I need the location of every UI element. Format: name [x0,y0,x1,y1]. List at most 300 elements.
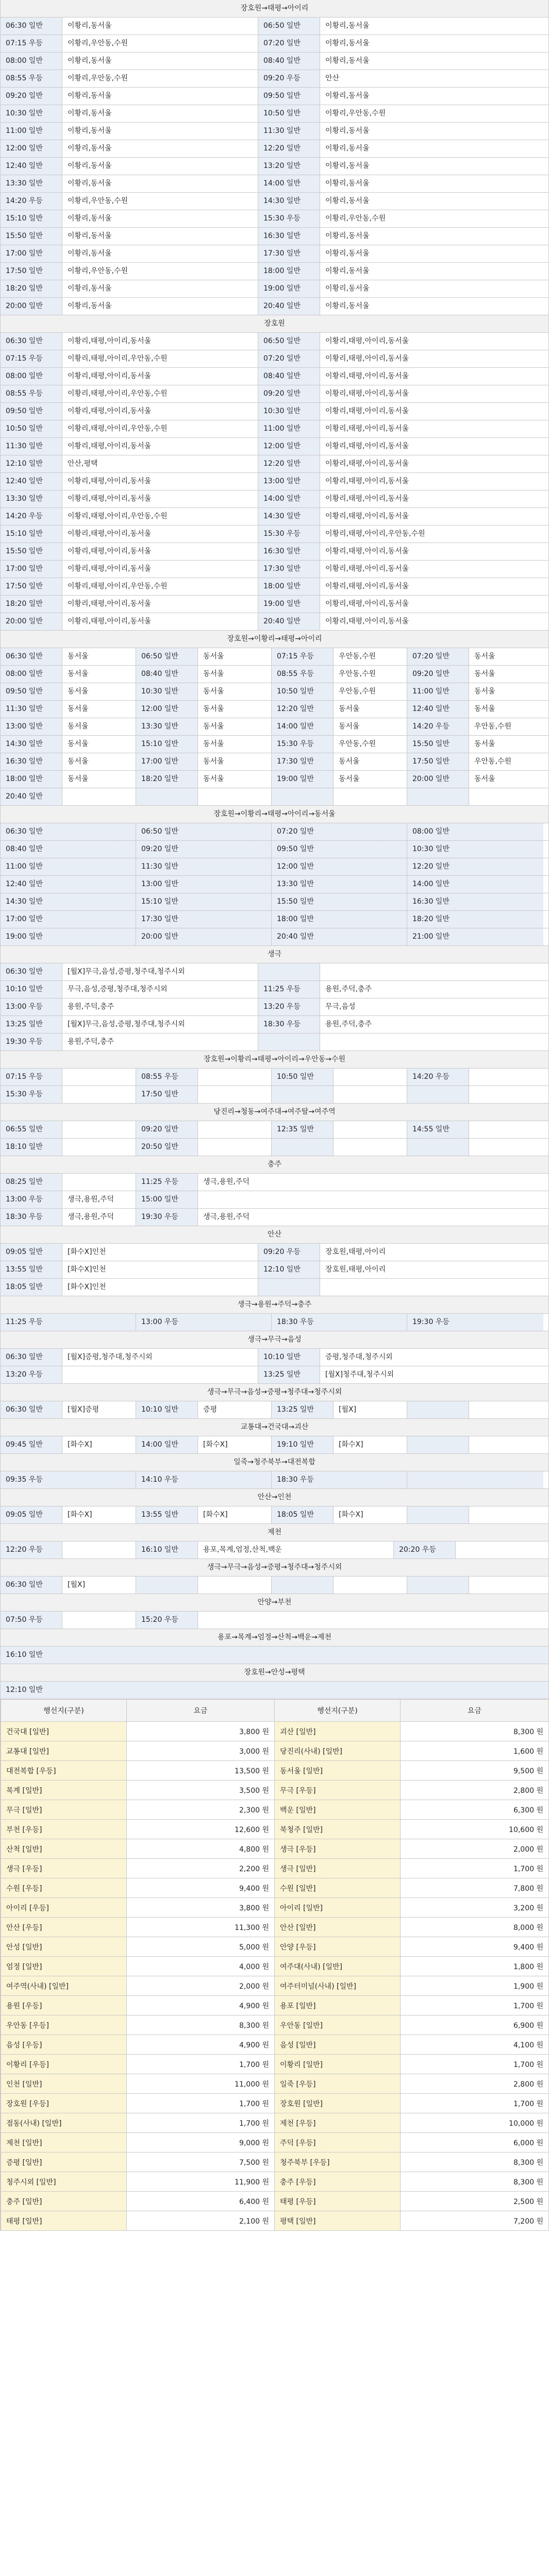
departure-time: 18:30 우등 [272,1314,407,1331]
route-stops [320,1033,519,1050]
route-stops: 이황리,동서울 [320,140,519,157]
departure-time: 17:30 일반 [136,911,272,928]
departure-time: 08:40 일반 [1,841,136,858]
departure-time: 18:20 일반 [407,911,543,928]
route-stops: 생극,용원,주덕 [62,1209,136,1226]
route-stops: 동서울 [198,771,272,788]
route-stops [469,788,543,805]
departure-time: 13:30 일반 [272,876,407,893]
fare-row [1,2113,549,2133]
fare-row [1,1722,549,1741]
schedule-row [1,1191,548,1209]
route-stops [62,1069,136,1086]
section-title: 장호원→태평→아이리 [1,0,548,18]
route-stops [62,1139,136,1156]
departure-time: 13:00 일반 [1,718,62,735]
route-stops: 장호원,태평,아이리 [320,1261,519,1278]
schedule-row [1,666,548,683]
fare-header-price: 요금 [401,1700,549,1722]
departure-time: 08:25 일반 [1,1174,62,1191]
departure-time: 18:20 일반 [136,771,198,788]
fare-price: 7,800 원 [401,1878,549,1898]
departure-time: 10:30 일반 [1,105,62,122]
departure-time: 12:10 일반 [1,455,62,472]
schedule-row [1,420,548,438]
departure-time: 07:20 일반 [258,350,320,367]
route-stops: 이황리,태평,아이리,동서울 [320,368,519,385]
route-stops: [월X]무극,음성,증평,청주대,청주시외 [62,963,258,980]
schedule-row [1,526,548,543]
route-stops: 이황리,동서울 [62,228,258,245]
route-stops: 이황리,동서울 [62,18,258,35]
fare-price: 3,800 원 [127,1898,275,1918]
schedule-row [1,193,548,210]
departure-time: 10:10 일반 [258,1349,320,1366]
route-stops: 동서울 [469,701,543,718]
departure-time: 17:50 일반 [136,1086,198,1103]
fare-section [0,1699,549,2231]
departure-time: 09:35 우등 [1,1471,136,1488]
departure-time [407,1436,469,1453]
departure-time: 14:00 일반 [258,490,320,507]
route-stops: [화수X] [334,1506,407,1523]
route-stops: 이황리,태평,아이리,우안동,수원 [320,526,519,543]
fare-price: 4,000 원 [127,1957,275,1976]
route-stops: [월X]청주대,청주시외 [320,1366,519,1383]
departure-time: 10:30 일반 [136,683,198,700]
departure-time: 19:00 일반 [272,771,334,788]
departure-time: 15:30 우등 [1,1086,62,1103]
route-stops: 안산 [320,70,519,87]
schedule-row [1,613,548,631]
fare-price: 6,000 원 [401,2133,549,2153]
route-stops [469,1401,543,1418]
fare-destination: 점동(사내) [일반] [1,2113,127,2133]
route-stops: 이황리,태평,아이리,동서울 [320,578,519,595]
departure-time: 17:00 일반 [1,561,62,578]
schedule-row [1,18,548,35]
fare-price: 3,200 원 [401,1898,549,1918]
fare-destination: 우안동 [우등] [1,2015,127,2035]
departure-time: 09:45 일반 [1,1436,62,1453]
route-stops: 동서울 [334,718,407,735]
departure-time: 06:50 일반 [258,18,320,35]
schedule-row [1,1401,548,1419]
schedule-row [1,1069,548,1086]
schedule-row [1,1279,548,1296]
departure-time: 07:15 우등 [272,648,334,665]
fare-row [1,1839,549,1859]
route-stops: 이황리,태평,아이리,동서울 [62,561,258,578]
schedule-row [1,998,548,1016]
departure-time: 13:25 일반 [272,1401,334,1418]
departure-time: 12:00 일반 [136,701,198,718]
route-stops [198,788,272,805]
departure-time: 11:00 일반 [1,123,62,140]
fare-price: 1,800 원 [401,1957,549,1976]
route-stops [334,1121,407,1138]
departure-time [272,1086,334,1103]
schedule-row [1,1471,548,1489]
fare-destination: 이황리 [우등] [1,2055,127,2074]
fare-destination: 엄정 [일반] [1,1957,127,1976]
route-stops: 이황리,동서울 [320,263,519,280]
route-stops: 우안동,수원 [469,753,543,770]
schedule-row [1,333,548,350]
section-title: 장호원→안성→평택 [1,1664,548,1682]
route-stops: 이황리,태평,아이리,동서울 [62,368,258,385]
route-stops: 이황리,태평,아이리,동서울 [62,473,258,490]
fare-destination: 이황리 [일반] [275,2055,401,2074]
departure-time: 09:05 일반 [1,1244,62,1261]
route-stops: [화수X] [198,1436,272,1453]
schedule-row [1,1612,548,1629]
schedule-row [1,1086,548,1104]
fare-price: 9,500 원 [401,1761,549,1781]
fare-destination: 안성 [일반] [1,1937,127,1957]
departure-time [272,1577,334,1594]
route-stops: 용원,주덕,충주 [320,1016,519,1033]
route-stops: 이황리,태평,아이리,동서울 [62,613,258,630]
departure-time [407,1086,469,1103]
fare-price: 6,400 원 [127,2192,275,2211]
route-stops: 이황리,태평,아이리,우안동,수원 [62,578,258,595]
route-stops [334,1139,407,1156]
route-stops: 이황리,태평,아이리,동서울 [62,596,258,613]
route-stops: 동서울 [198,753,272,770]
departure-time: 08:00 일반 [1,368,62,385]
route-stops [320,963,519,980]
route-stops: 이황리,동서울 [320,228,519,245]
fare-price: 8,300 원 [401,2172,549,2192]
fare-price: 1,700 원 [401,2094,549,2113]
departure-time: 18:30 우등 [258,1016,320,1033]
route-stops: 동서울 [62,753,136,770]
route-stops: 우안동,수원 [334,683,407,700]
departure-time: 18:05 일반 [272,1506,334,1523]
fare-destination: 대전복합 [우등] [1,1761,127,1781]
fare-price: 11,900 원 [127,2172,275,2192]
schedule-row [1,648,548,666]
fare-price: 7,200 원 [401,2211,549,2231]
route-stops: 이황리,동서울 [320,245,519,262]
departure-time: 15:30 우등 [258,526,320,543]
departure-time: 12:35 일반 [272,1121,334,1138]
fare-row [1,1820,549,1839]
fare-price: 8,300 원 [401,2153,549,2172]
departure-time: 10:10 일반 [136,1401,198,1418]
fare-destination: 수원 [우등] [1,1878,127,1898]
departure-time: 09:20 일반 [1,88,62,105]
schedule-row [1,140,548,158]
schedule-row [1,455,548,473]
route-stops: 이황리,태평,아이리,우안동,수원 [62,350,258,367]
route-stops: 이황리,동서울 [62,280,258,297]
departure-time [407,1471,543,1488]
departure-time: 06:30 일반 [1,823,136,840]
departure-time: 20:00 일반 [1,298,62,315]
route-stops: 이황리,태평,아이리,동서울 [320,403,519,420]
schedule-row [1,1436,548,1454]
schedule-row [1,1366,548,1384]
schedule-row [1,753,548,771]
fare-price: 1,900 원 [401,1976,549,1996]
route-stops [334,1069,407,1086]
fare-destination: 충주 [일반] [1,2192,127,2211]
route-stops: 동서울 [62,683,136,700]
route-stops [469,1069,543,1086]
route-stops [62,1541,136,1558]
fare-price: 2,300 원 [127,1800,275,1820]
route-stops: 이황리,동서울 [62,53,258,70]
fare-price: 1,700 원 [127,2113,275,2133]
route-stops: 이황리,태평,아이리,동서울 [320,543,519,560]
fare-price: 1,700 원 [127,2094,275,2113]
departure-time: 12:20 우등 [1,1541,62,1558]
fare-destination: 안산 [우등] [1,1918,127,1937]
fare-destination: 장호원 [일반] [275,2094,401,2113]
fare-price: 8,300 원 [401,1722,549,1741]
section-title: 안산→인천 [1,1489,548,1506]
route-stops: 이황리,동서울 [62,245,258,262]
route-stops: 이황리,태평,아이리,동서울 [62,403,258,420]
fare-destination: 생극 [우등] [275,1839,401,1859]
fare-destination: 제천 [우등] [275,2113,401,2133]
route-stops [198,1191,529,1208]
departure-time: 07:50 우등 [1,1612,62,1629]
section-title: 생극 [1,946,548,963]
route-stops: 이황리,동서울 [320,158,519,175]
departure-time: 10:10 일반 [1,981,62,998]
fare-destination: 청주시외 [일반] [1,2172,127,2192]
schedule-row [1,1647,548,1664]
departure-time: 16:10 일반 [136,1541,198,1558]
departure-time: 07:15 우등 [1,350,62,367]
fare-row [1,2094,549,2113]
departure-time: 12:00 일반 [272,858,407,875]
schedule-row [1,893,548,911]
departure-time: 14:30 일반 [258,193,320,210]
departure-time: 17:50 일반 [1,578,62,595]
departure-time: 14:30 일반 [258,508,320,525]
route-stops: [월X]증평,청주대,청주시외 [62,1349,258,1366]
departure-time: 14:20 우등 [407,718,469,735]
route-stops: 이황리,우안동,수원 [62,263,258,280]
fare-row [1,1741,549,1761]
route-stops [469,1121,543,1138]
departure-time [136,788,198,805]
route-stops [198,1086,272,1103]
route-stops: 용원,주덕,충주 [62,998,258,1015]
route-stops: 안산,평택 [62,455,258,472]
departure-time [136,1577,198,1594]
departure-time: 13:20 일반 [258,158,320,175]
fare-price: 1,700 원 [127,2055,275,2074]
departure-time: 12:40 일반 [1,158,62,175]
schedule-row [1,981,548,998]
fare-destination: 용포 [일반] [275,1996,401,2015]
route-stops: 동서울 [62,718,136,735]
departure-time: 20:50 일반 [136,1139,198,1156]
route-stops: 증평 [198,1401,272,1418]
fare-row [1,2133,549,2153]
route-stops: 이황리,태평,아이리,동서울 [320,455,519,472]
route-stops: 증평,청주대,청주시외 [320,1349,519,1366]
schedule-row [1,596,548,613]
fare-price: 2,000 원 [127,1976,275,1996]
route-stops: 동서울 [469,666,543,683]
departure-time: 09:20 일반 [136,841,272,858]
route-stops: 이황리,동서울 [320,88,519,105]
fare-destination: 산척 [일반] [1,1839,127,1859]
schedule-row [1,1174,548,1191]
route-stops: 이황리,태평,아이리,동서울 [320,490,519,507]
departure-time: 15:10 일반 [136,893,272,910]
route-stops: 동서울 [62,648,136,665]
departure-time: 11:25 우등 [1,1314,136,1331]
departure-time: 15:10 일반 [1,210,62,227]
departure-time: 10:30 일반 [258,403,320,420]
fare-price: 1,700 원 [401,1996,549,2015]
departure-time: 17:00 일반 [136,753,198,770]
fare-price: 4,100 원 [401,2035,549,2055]
section-title: 일죽→청주북부→대전복합 [1,1454,548,1471]
fare-price: 6,900 원 [401,2015,549,2035]
departure-time: 09:50 일반 [272,841,407,858]
route-stops: 이황리,동서울 [62,298,258,315]
route-stops: 이황리,동서울 [62,105,258,122]
route-stops: 이황리,동서울 [320,35,519,52]
departure-time [407,1139,469,1156]
departure-time: 06:50 일반 [136,823,272,840]
route-stops: 이황리,우안동,수원 [62,70,258,87]
section-title: 장호원→이황리→태평→아이리 [1,631,548,648]
route-stops: [화수X] [62,1436,136,1453]
fare-destination: 교통대 [일반] [1,1741,127,1761]
departure-time: 07:20 일반 [258,35,320,52]
schedule-row [1,385,548,403]
fare-destination: 동서울 [일반] [275,1761,401,1781]
route-stops: [월X] [62,1577,136,1594]
fare-row [1,2015,549,2035]
departure-time: 14:00 일반 [272,718,334,735]
departure-time: 08:55 우등 [1,385,62,402]
departure-time: 06:30 일반 [1,963,62,980]
section-title: 충주 [1,1156,548,1174]
departure-time: 06:30 일반 [1,1349,62,1366]
departure-time: 15:10 일반 [1,526,62,543]
route-stops: 이황리,태평,아이리,우안동,수원 [62,508,258,525]
departure-time: 08:00 일반 [1,666,62,683]
route-stops [198,1577,272,1594]
schedule-row [1,1541,548,1559]
route-stops: [화수X]인천 [62,1244,258,1261]
schedule-row [1,35,548,53]
fare-destination: 충주 [우등] [275,2172,401,2192]
departure-time: 18:20 일반 [1,596,62,613]
route-stops: 동서울 [198,701,272,718]
schedule-row [1,683,548,701]
fare-table [1,1699,549,2231]
fare-price: 1,700 원 [401,1859,549,1878]
section-title: 교통대→건국대→괴산 [1,1419,548,1436]
departure-time: 12:20 일반 [272,701,334,718]
schedule-row [1,841,548,858]
departure-time: 08:40 일반 [258,368,320,385]
departure-time: 15:30 우등 [258,210,320,227]
route-stops: 이황리,동서울 [320,53,519,70]
fare-row [1,1957,549,1976]
fare-destination: 무극 [우등] [275,1781,401,1800]
departure-time: 18:30 우등 [1,1209,62,1226]
fare-price: 2,800 원 [401,1781,549,1800]
route-stops [62,1612,136,1629]
route-stops: 이황리,우안동,수원 [62,193,258,210]
departure-time: 13:20 우등 [258,998,320,1015]
section-title: 생극→용원→주덕→충주 [1,1296,548,1314]
departure-time: 13:00 우등 [136,1314,272,1331]
departure-time: 17:30 일반 [258,245,320,262]
schedule-row [1,1033,548,1051]
fare-destination: 장호원 [우등] [1,2094,127,2113]
fare-destination: 목계 [일반] [1,1781,127,1800]
fare-destination: 백운 [일반] [275,1800,401,1820]
schedule-row [1,1577,548,1594]
departure-time: 09:20 우등 [258,70,320,87]
schedule-row [1,788,548,806]
fare-price: 2,800 원 [401,2074,549,2094]
departure-time: 18:30 우등 [272,1471,407,1488]
route-stops: [화수X] [198,1506,272,1523]
route-stops: 동서울 [62,771,136,788]
route-stops: 동서울 [198,666,272,683]
route-stops: 이황리,동서울 [320,298,519,315]
route-stops: 장호원,태평,아이리 [320,1244,519,1261]
departure-time: 08:55 우등 [272,666,334,683]
fare-destination: 우안동 [일반] [275,2015,401,2035]
departure-time: 16:30 일반 [258,228,320,245]
route-stops: 이황리,태평,아이리,동서울 [320,613,519,630]
departure-time: 18:00 일반 [272,911,407,928]
fare-price: 3,800 원 [127,1722,275,1741]
departure-time: 13:00 우등 [1,998,62,1015]
departure-time: 08:40 일반 [258,53,320,70]
schedule-row [1,911,548,928]
fare-destination: 안양 [우등] [275,1937,401,1957]
schedule-row [1,53,548,70]
departure-time: 07:20 일반 [407,648,469,665]
route-stops: 동서울 [469,683,543,700]
schedule-row [1,561,548,578]
fare-row [1,1918,549,1937]
route-stops: 이황리,태평,아이리,동서울 [320,596,519,613]
fare-destination: 괴산 [일반] [275,1722,401,1741]
schedule-row [1,1244,548,1261]
fare-destination: 생극 [우등] [1,1859,127,1878]
fare-destination: 인천 [일반] [1,2074,127,2094]
departure-time: 20:40 일반 [272,928,407,945]
fare-destination: 태평 [일반] [1,2211,127,2231]
departure-time: 10:50 일반 [272,683,334,700]
fare-row [1,2192,549,2211]
departure-time: 13:30 일반 [1,175,62,192]
fare-price: 11,000 원 [127,2074,275,2094]
route-stops [320,1279,519,1296]
departure-time: 20:40 일반 [258,298,320,315]
fare-destination: 태평 [우등] [275,2192,401,2211]
fare-row [1,1898,549,1918]
departure-time [272,1139,334,1156]
